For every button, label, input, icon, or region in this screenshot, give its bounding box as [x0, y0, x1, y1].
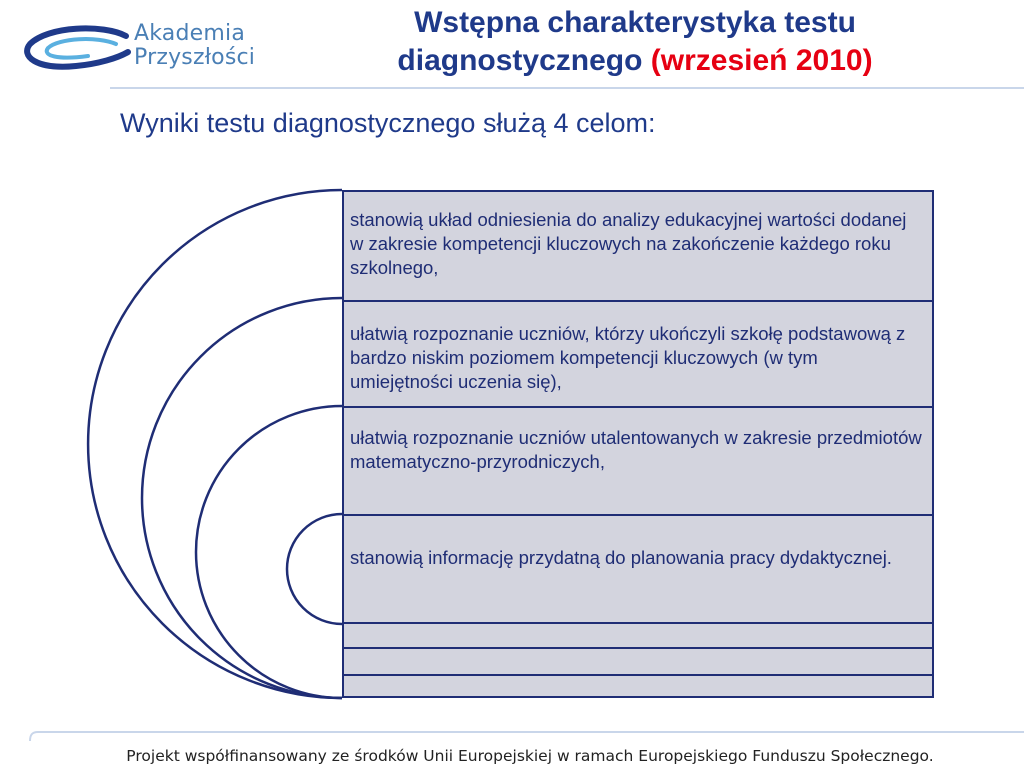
- goal-text-1: stanowią układ odniesienia do analizy edukacyjnej wartości dodanej w zakresie kompetencji kluczowych na zakończenie każdego roku szkolnego,: [350, 209, 907, 278]
- goal-text-4: stanowią informację przydatną do planowania pracy dydaktycznej.: [350, 547, 892, 568]
- goal-box-3: [342, 406, 934, 516]
- goal-box-1: [342, 190, 934, 302]
- arc-3: [196, 406, 342, 698]
- arc-outer: [88, 190, 342, 698]
- arc-inner: [287, 514, 342, 624]
- slide-subtitle: Wyniki testu diagnostycznego służą 4 celom:: [120, 108, 656, 138]
- goal-box-4: [342, 514, 934, 624]
- empty-box-5: [342, 622, 934, 649]
- bottom-divider: [38, 731, 1024, 733]
- empty-box-6: [342, 647, 934, 676]
- footer-text: Projekt współfinansowany ze środków Unii Europejskiej w ramach Europejskiego Funduszu Społecznego.: [126, 747, 934, 765]
- goal-text-3: ułatwią rozpoznanie uczniów utalentowanych w zakresie przedmiotów matematyczno-przyrodniczych,: [350, 427, 922, 472]
- logo-line-2: Przyszłości: [134, 45, 256, 70]
- goal-text-2: ułatwią rozpoznanie uczniów, którzy ukończyli szkołę podstawową z bardzo niskim poziomem kompetencji kluczowych (w tym umiejętności uczenia się),: [350, 323, 906, 392]
- top-divider: [110, 87, 1024, 89]
- swoosh-logo-icon: [18, 14, 134, 84]
- logo-text: [134, 22, 255, 70]
- goal-box-2: [342, 300, 934, 408]
- logo-line-1: Akademia: [134, 21, 246, 46]
- arc-2: [142, 298, 342, 698]
- empty-box-7: [342, 674, 934, 698]
- title-main: Wstępna charakterystyka testu diagnostycznego: [397, 6, 856, 77]
- slide-title: [290, 4, 980, 80]
- akademia-przyszlosci-logo: [18, 14, 268, 84]
- title-highlight: (wrzesień 2010): [650, 44, 873, 77]
